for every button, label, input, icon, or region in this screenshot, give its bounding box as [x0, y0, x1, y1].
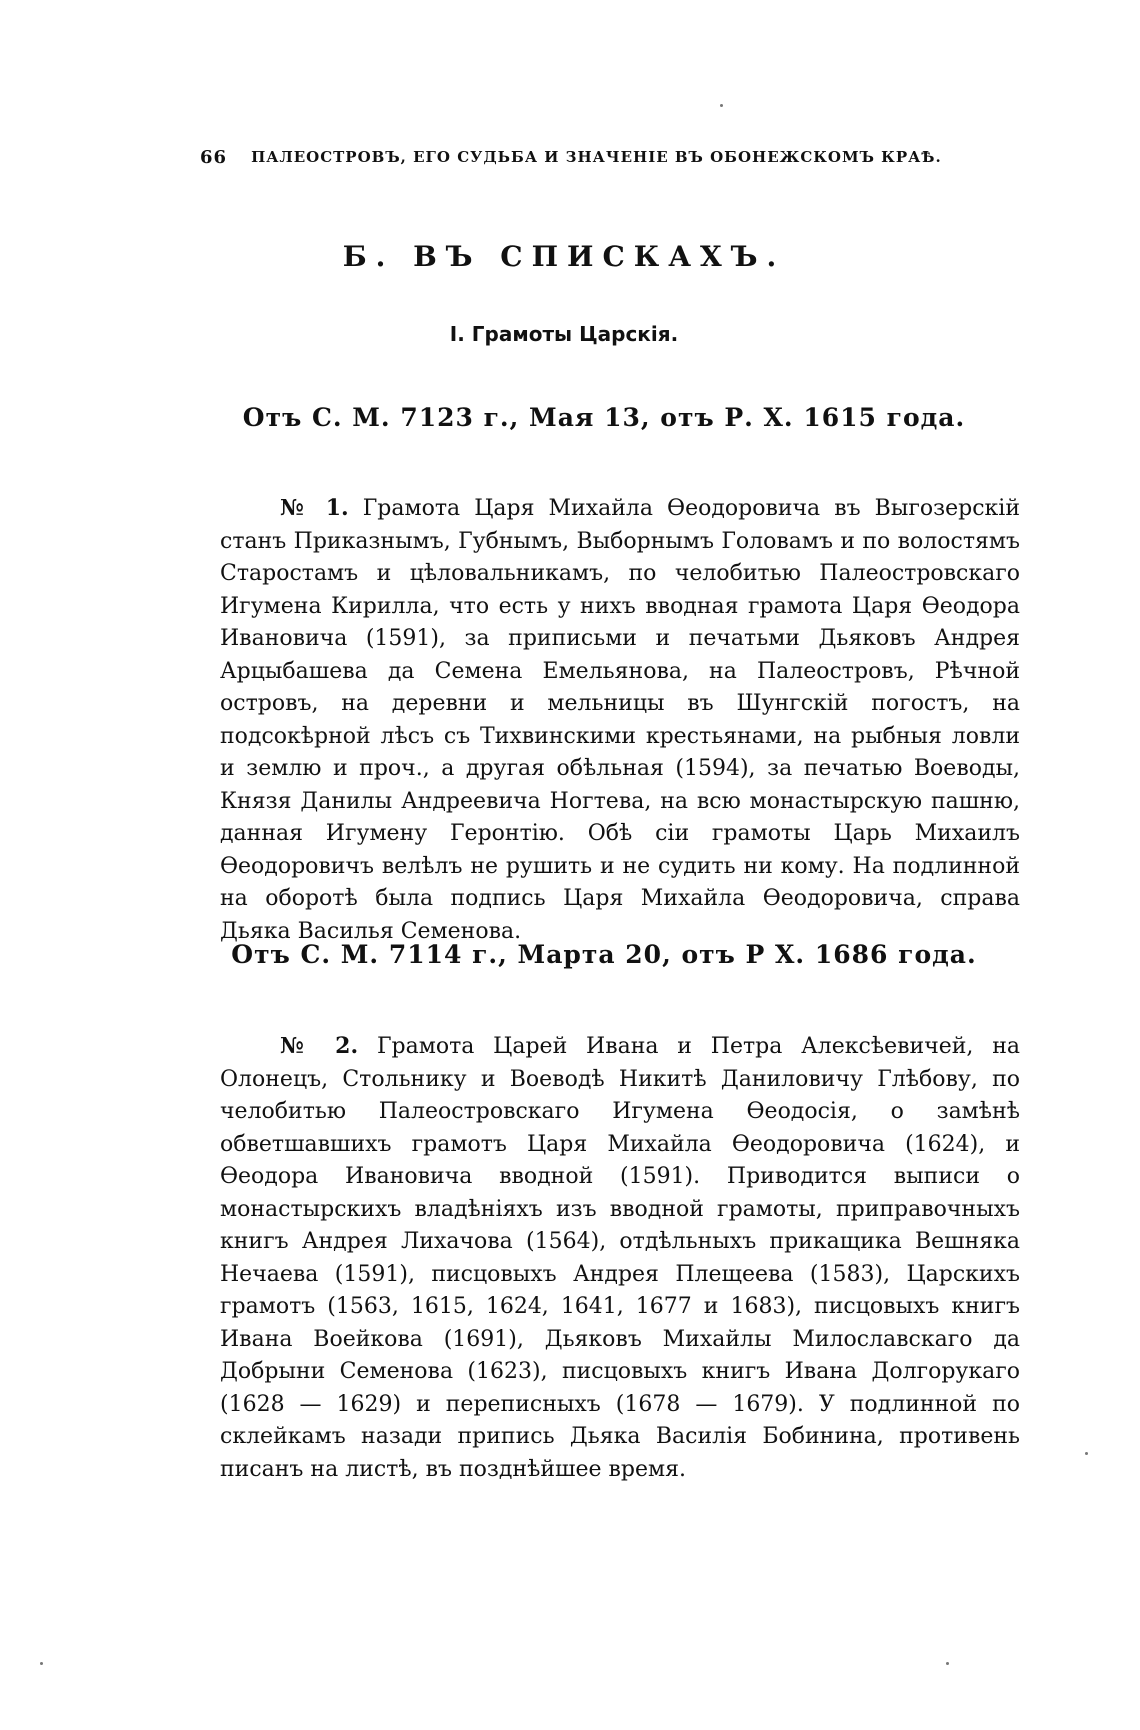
document-2-number: № 2. — [280, 1033, 359, 1059]
scan-speck — [40, 1662, 43, 1665]
document-2-text: Грамота Царей Ивана и Петра Алексѣевичей, на Олонецъ, Стольнику и Воеводѣ Никитѣ Даниловичу Глѣбову, по челобитью Палеостровскаго Игумена Өеодосія, о замѣнѣ обветшавшихъ грамотъ Царя Михайла Өеодоровича (1624), и Өеодора Ивановича вводной (1591). Приводится выписи о монастырскихъ владѣніяхъ изъ вводной грамоты, приправочныхъ книгъ Андрея Лихачова (1564), отдѣльныхъ прикащика Вешняка Нечаева (1591), писцовыхъ Андрея Плещеева (1583), Царскихъ грамотъ (1563, 1615, 1624, 1641, 1677 и 1683), писцовыхъ книгъ Ивана Воейкова (1691), Дьяковъ Михайлы Милославскаго да Добрыни Семенова (1623), писцовыхъ книгъ Ивана Долгорукаго (1628 — 1629) и переписныхъ (1678 — 1679). У подлинной по склейкамъ назади припись Дьяка Василія Бобинина, противень писанъ на листѣ, въ позднѣйшее время. — [220, 1034, 1020, 1482]
scan-speck — [720, 104, 723, 107]
scan-speck — [1085, 1452, 1088, 1455]
document-1-paragraph — [220, 492, 1020, 948]
document-1-text: Грамота Царя Михайла Өеодоровича въ Выгозерскій станъ Приказнымъ, Губнымъ, Выборнымъ Головамъ и по волостямъ Старостамъ и цѣловальникамъ, по челобитью Палеостровскаго Игумена Кирилла, что есть у нихъ вводная грамота Царя Өеодора Ивановича (1591), за приписьми и печатьми Дьяковъ Андрея Арцыбашева да Семена Емельянова, на Палеостровъ, Рѣчной островъ, на деревни и мельницы въ Шунгскій погостъ, на подсокѣрной лѣсъ съ Тихвинскими крестьянами, на рыбныя ловли и землю и проч., а другая обѣльная (1594), за печатью Воеводы, Князя Данилы Андреевича Ногтева, на всю монастырскую пашню, данная Игумену Геронтію. Обѣ сіи грамоты Царь Михаилъ Өеодоровичъ велѣлъ не рушить и не судить ни кому. На подлинной на оборотѣ была подпись Царя Михайла Өеодоровича, справа Дьяка Василья Семенова. — [220, 496, 1020, 944]
document-1-number: № 1. — [280, 495, 349, 521]
page-number: 66 — [200, 146, 228, 168]
section-heading: Б. ВЪ СПИСКАХЪ. — [342, 240, 786, 273]
section-subheading: I. Грамоты Царскія. — [449, 322, 679, 346]
document-2-paragraph — [220, 1030, 1020, 1486]
running-title: ПАЛЕОСТРОВЪ, ЕГО СУДЬБА И ЗНАЧЕНІЕ ВЪ ОБОНЕЖСКОМЪ КРАѢ. — [251, 148, 942, 166]
running-head — [200, 142, 1040, 172]
scan-speck — [946, 1662, 949, 1665]
document-1-date-heading: Отъ С. М. 7123 г., Мая 13, отъ Р. Х. 1615 года. — [242, 403, 966, 432]
document-2-date-heading: Отъ С. М. 7114 г., Марта 20, отъ Р Х. 1686 года. — [231, 940, 977, 969]
